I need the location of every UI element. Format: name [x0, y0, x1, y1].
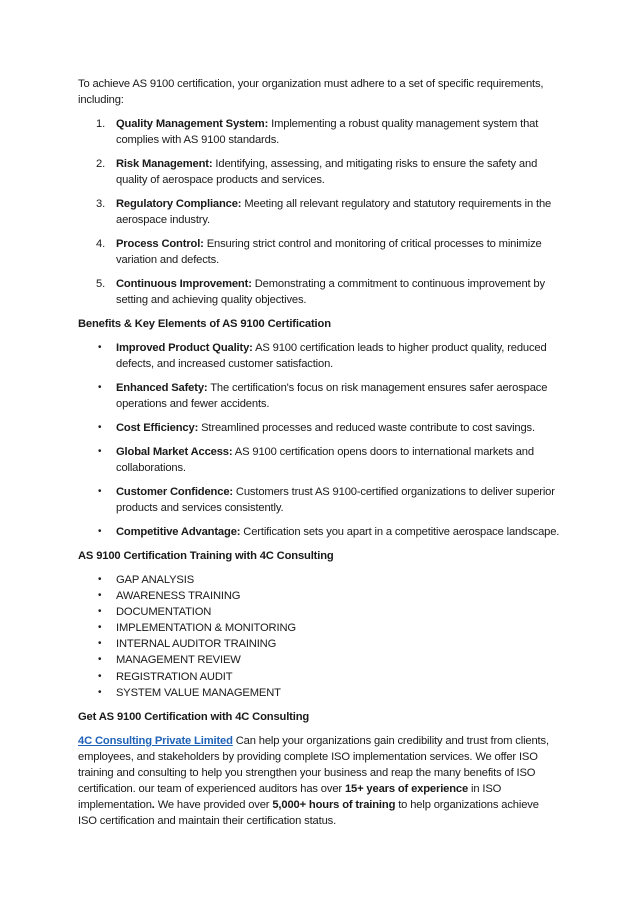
list-item — [78, 116, 560, 148]
item-text: AS 9100 certification leads to higher product quality, reduced defects, and increased customer satisfaction. — [116, 342, 547, 370]
item-text: Streamlined processes and reduced waste contribute to cost savings. — [198, 422, 535, 434]
bullet-icon: • — [98, 606, 102, 618]
bullet-icon: • — [98, 654, 102, 666]
item-text: Demonstrating a commitment to continuous improvement by setting and achieving quality objectives. — [116, 278, 545, 306]
closing-paragraph — [78, 733, 560, 829]
list-number: 3. — [96, 198, 106, 210]
list-item — [78, 685, 560, 701]
item-text: Customers trust AS 9100-certified organizations to deliver superior products and services consistently. — [116, 486, 555, 514]
bullet-icon: • — [98, 574, 102, 585]
item-title: Risk Management: — [116, 158, 213, 170]
item-text: AS 9100 certification opens doors to international markets and collaborations. — [116, 446, 534, 474]
intro-paragraph: To achieve AS 9100 certification, your organization must adhere to a set of specific requirements, including: — [78, 78, 544, 106]
item-text: IMPLEMENTATION & MONITORING — [116, 622, 296, 635]
item-title: Competitive Advantage: — [116, 526, 241, 538]
list-item — [78, 196, 560, 228]
item-text: AWARENESS TRAINING — [116, 590, 241, 603]
bullet-icon: • — [98, 486, 102, 497]
experience-highlight: 15+ years of experience — [344, 782, 469, 795]
list-item — [78, 588, 560, 604]
item-title: Process Control: — [116, 238, 204, 250]
bullet-icon: • — [98, 422, 102, 433]
item-text: Identifying, assessing, and mitigating risks to ensure the safety and quality of aerospace products and services. — [116, 158, 538, 186]
bullet-icon: • — [98, 526, 102, 537]
list-item — [78, 572, 560, 588]
list-item — [78, 669, 560, 685]
list-item — [78, 484, 560, 516]
item-text: Certification sets you apart in a competitive aerospace landscape. — [240, 526, 560, 538]
item-title: Customer Confidence: — [116, 486, 233, 498]
list-number: 5. — [96, 278, 106, 290]
item-title: Cost Efficiency: — [116, 422, 199, 434]
item-title: Improved Product Quality: — [116, 342, 253, 354]
item-title: Continuous Improvement: — [116, 278, 252, 290]
item-text: DOCUMENTATION — [116, 606, 212, 619]
bullet-icon: • — [98, 686, 102, 698]
get-certification-heading: Get AS 9100 Certification with 4C Consulting — [78, 710, 310, 723]
list-number: 1. — [96, 118, 106, 130]
bullet-icon: • — [98, 446, 102, 457]
item-title: Global Market Access: — [116, 446, 233, 458]
item-text: Ensuring strict control and monitoring of critical processes to minimize variation and defects. — [116, 238, 542, 266]
training-hours-highlight: 5,000+ hours of training — [272, 798, 396, 811]
item-text: GAP ANALYSIS — [116, 574, 195, 586]
benefits-heading: Benefits & Key Elements of AS 9100 Certification — [78, 318, 331, 330]
company-link[interactable]: 4C Consulting Private Limited — [78, 734, 233, 747]
bullet-icon: • — [98, 670, 102, 682]
list-item — [78, 276, 560, 308]
item-text: Implementing a robust quality management system that complies with AS 9100 standards. — [116, 118, 539, 146]
list-item — [78, 636, 560, 652]
closing-text: in ISO implementation — [78, 782, 502, 811]
list-item — [78, 604, 560, 620]
list-item — [78, 524, 560, 540]
item-title: Quality Management System: — [116, 118, 269, 130]
item-text: REGISTRATION AUDIT — [116, 670, 233, 683]
closing-text: Can help your organizations gain credibility and trust from clients, employees, and stakeholders by providing complete ISO implementation services. We offer ISO training and consulting to help you strengthen your business and reap the many benefits of ISO certification. our team of experienced auditors has over — [78, 734, 549, 795]
bullet-icon: • — [98, 590, 102, 602]
item-title: Regulatory Compliance: — [116, 198, 242, 210]
bullet-icon: • — [98, 622, 102, 634]
item-text: SYSTEM VALUE MANAGEMENT — [116, 686, 281, 699]
item-text: MANAGEMENT REVIEW — [116, 654, 241, 667]
closing-text: to help organizations achieve ISO certification and maintain their certification status. — [78, 798, 539, 827]
closing-text: We have provided over — [154, 798, 273, 811]
item-text: INTERNAL AUDITOR TRAINING — [116, 638, 277, 651]
closing-period: . — [151, 798, 155, 811]
list-item — [78, 156, 560, 188]
list-item — [78, 380, 560, 412]
bullet-icon: • — [98, 342, 102, 353]
list-item — [78, 420, 560, 436]
list-item — [78, 236, 560, 268]
list-item — [78, 444, 560, 476]
requirements-list — [78, 116, 560, 308]
list-item — [78, 340, 560, 372]
list-number: 2. — [96, 158, 106, 170]
document-content — [78, 76, 560, 829]
list-item — [78, 652, 560, 668]
training-heading: AS 9100 Certification Training with 4C Consulting — [78, 550, 334, 562]
item-text: Meeting all relevant regulatory and statutory requirements in the aerospace industry. — [116, 198, 552, 226]
list-item — [78, 620, 560, 636]
item-text: The certification's focus on risk management ensures safer aerospace operations and fewer accidents. — [116, 382, 548, 410]
bullet-icon: • — [98, 382, 102, 393]
bullet-icon: • — [98, 638, 102, 650]
training-list — [78, 572, 560, 701]
list-number: 4. — [96, 238, 106, 250]
benefits-list — [78, 340, 560, 540]
item-title: Enhanced Safety: — [116, 382, 208, 394]
